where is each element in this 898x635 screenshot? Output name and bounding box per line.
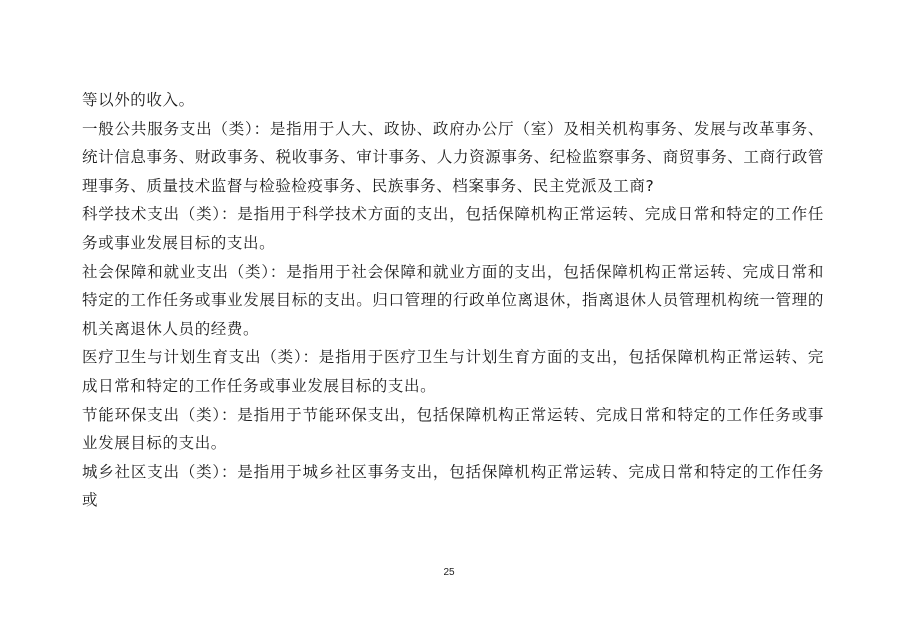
paragraph-energy-environment: 节能环保支出（类）：是指用于节能环保支出，包括保障机构正常运转、完成日常和特定的工作任务或事业发展目标的支出。 (82, 405, 824, 453)
paragraph-social-security-employment: 社会保障和就业支出（类）：是指用于社会保障和就业方面的支出，包括保障机构正常运转、完成日常和特定的工作任务或事业发展目标的支出。归口管理的行政单位离退休，指离退休人员管理机构统一管理的机关离退休人员的经费。 (82, 262, 824, 338)
paragraph-other-income: 等以外的收入。 (82, 91, 195, 109)
page-number: 25 (443, 567, 455, 578)
paragraph-urban-rural-community: 城乡社区支出（类）：是指用于城乡社区事务支出，包括保障机构正常运转、完成日常和特定的工作任务或 (82, 462, 824, 510)
document-body (82, 86, 824, 515)
paragraph-general-public-services: 一般公共服务支出（类）：是指用于人大、政协、政府办公厅（室）及相关机构事务、发展与改革事务、统计信息事务、财政事务、税收事务、审计事务、人力资源事务、纪检监察事务、商贸事务、工商行政管理事务、质量技术监督与检验检疫事务、民族事务、档案事务、民主党派及工商? (82, 119, 824, 195)
paragraph-science-technology: 科学技术支出（类）：是指用于科学技术方面的支出，包括保障机构正常运转、完成日常和特定的工作任务或事业发展目标的支出。 (82, 205, 824, 252)
paragraph-medical-health: 医疗卫生与计划生育支出（类）：是指用于医疗卫生与计划生育方面的支出，包括保障机构正常运转、完成日常和特定的工作任务或事业发展目标的支出。 (82, 348, 824, 395)
